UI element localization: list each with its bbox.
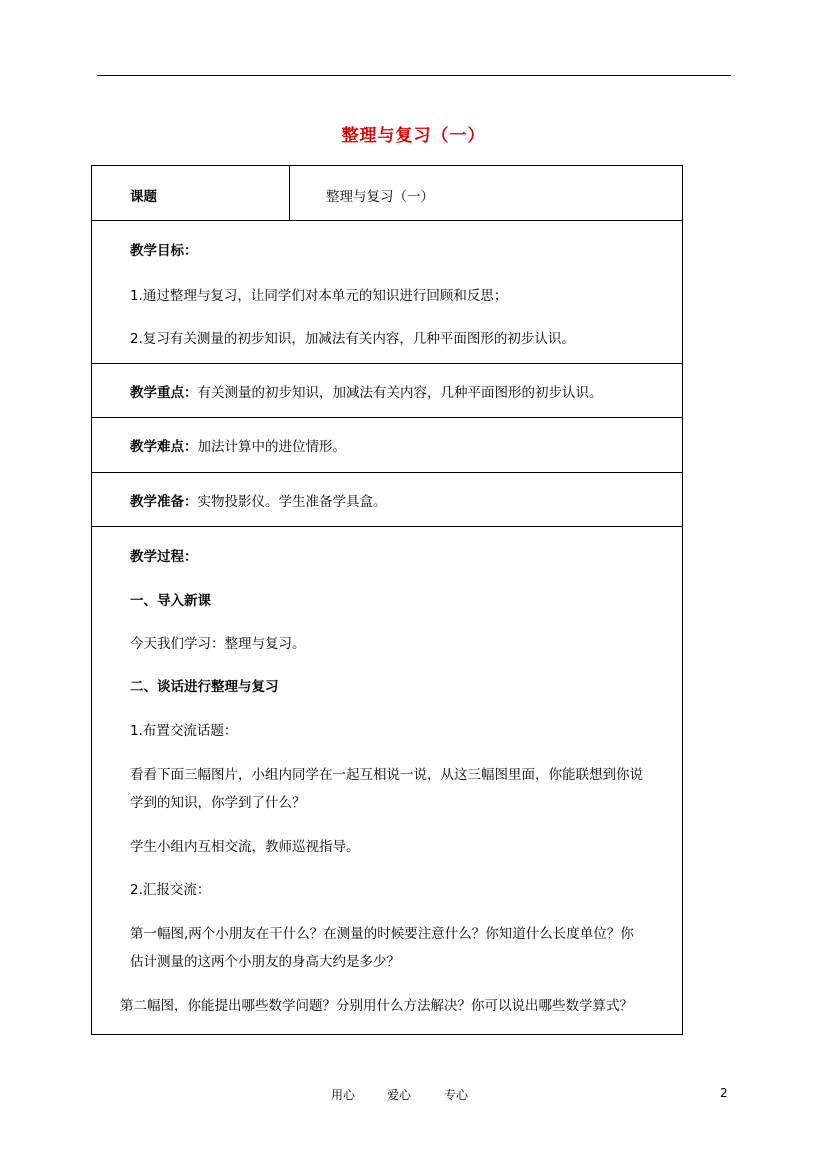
section-heading: 一、导入新课 <box>130 593 211 609</box>
difficulties-label: 教学难点： <box>130 439 198 455</box>
topic-row <box>92 166 682 221</box>
step-text: 看看下面三幅图片，小组内同学在一起互相说一说，从这三幅图里面，你能联想到你说 <box>130 767 643 783</box>
preparation-row <box>92 473 682 527</box>
step-heading: 1.布置交流话题： <box>130 723 238 739</box>
goals-label: 教学目标： <box>130 243 198 259</box>
difficulties-row <box>92 418 682 473</box>
question-text: 第二幅图，你能提出哪些数学问题？分别用什么方法解决？你可以说出哪些数学算式？ <box>120 998 633 1014</box>
preparation-line <box>130 490 387 510</box>
question-text: 估计测量的这两个小朋友的身高大约是多少？ <box>130 954 400 970</box>
cell-divider <box>289 166 290 220</box>
preparation-text: 实物投影仪。学生准备学具盒。 <box>197 494 387 510</box>
preparation-label: 教学准备： <box>130 494 198 510</box>
step-note: 学生小组内互相交流，教师巡视指导。 <box>130 839 360 855</box>
lesson-plan-table <box>91 165 683 1035</box>
section-text: 今天我们学习：整理与复习。 <box>130 636 306 652</box>
key-points-label: 教学重点： <box>130 385 198 401</box>
topic-value: 整理与复习（一） <box>326 189 434 205</box>
key-points-text: 有关测量的初步知识，加减法有关内容，几种平面图形的初步认识。 <box>197 385 603 401</box>
footer-word: 爱心 <box>387 1088 412 1102</box>
document-title: 整理与复习（一） <box>341 126 486 146</box>
page-number: 2 <box>720 1086 728 1100</box>
key-points-row <box>92 364 682 418</box>
key-points-line <box>130 381 603 401</box>
step-heading: 2.汇报交流： <box>130 882 211 898</box>
difficulties-line <box>130 435 346 455</box>
header-rule <box>97 75 731 76</box>
footer-word: 专心 <box>444 1088 469 1102</box>
footer-word: 用心 <box>331 1088 356 1102</box>
goal-item: 1.通过整理与复习，让同学们对本单元的知识进行回顾和反思； <box>130 288 508 304</box>
step-text: 学到的知识，你学到了什么？ <box>130 795 306 811</box>
goals-row <box>92 221 682 364</box>
process-label: 教学过程： <box>130 549 198 565</box>
process-row <box>92 527 682 1034</box>
difficulties-text: 加法计算中的进位情形。 <box>197 439 346 455</box>
question-text: 第一幅图,两个小朋友在干什么？在测量的时候要注意什么？你知道什么长度单位？你 <box>130 926 634 942</box>
topic-label: 课题 <box>130 189 157 205</box>
goal-item: 2.复习有关测量的初步知识，加减法有关内容，几种平面图形的初步认识。 <box>130 331 575 347</box>
section-heading: 二、谈话进行整理与复习 <box>130 679 279 695</box>
